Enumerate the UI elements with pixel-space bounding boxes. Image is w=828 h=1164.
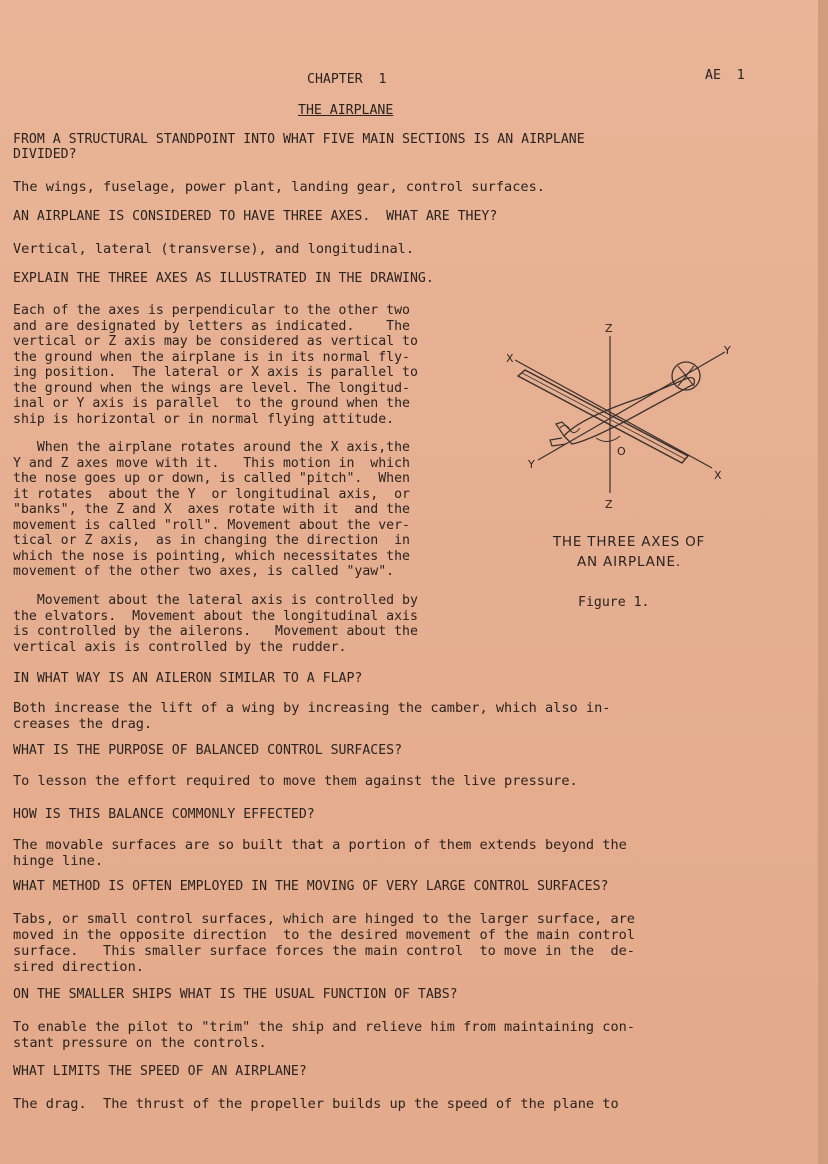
answer-4-line-1: Both increase the lift of a wing by increasing the camber, which also in- [13,700,611,716]
paragraph-line: and are designated by letters as indicated. The [13,318,410,334]
paragraph-line: Each of the axes is perpendicular to the other two [13,303,410,318]
paragraph-line: tical or Z axis, as in changing the direction in [13,533,410,548]
question-8: ON THE SMALLER SHIPS WHAT IS THE USUAL FUNCTION OF TABS? [13,987,458,1002]
answer-6-line-1: The movable surfaces are so built that a portion of them extends beyond the [13,837,627,853]
question-4: IN WHAT WAY IS AN AILERON SIMILAR TO A FLAP? [13,671,363,686]
paragraph-line: inal or Y axis is parallel to the ground when the [13,396,410,411]
y-axis-left-label: Y [528,458,535,471]
question-2: AN AIRPLANE IS CONSIDERED TO HAVE THREE AXES. WHAT ARE THEY? [13,209,498,224]
x-axis-right-label: X [714,469,722,482]
answer-7-line-1: Tabs, or small control surfaces, which are hinged to the larger surface, are [13,911,635,927]
paragraph-line: "banks", the Z and X axes rotate with it and the [13,502,410,517]
figure-caption-line-1: THE THREE AXES OF [552,534,706,550]
x-axis-left-label: X [506,352,514,365]
page-code: AE 1 [705,68,745,83]
question-7: WHAT METHOD IS OFTEN EMPLOYED IN THE MOVING OF VERY LARGE CONTROL SURFACES? [13,879,609,894]
figure-caption-line-2: AN AIRPLANE. [577,554,681,570]
z-axis-bottom-label: Z [605,498,613,511]
paragraph-line: ship is horizontal or in normal flying attitude. [13,411,395,427]
paragraph-line: Y and Z axes move with it. This motion in which [13,455,410,471]
paragraph-line: Movement about the lateral axis is controlled by [13,593,418,608]
answer-9: The drag. The thrust of the propeller builds up the speed of the plane to [13,1096,619,1112]
paragraph-line: the ground when the wings are level. The longitud- [13,380,410,396]
page-title: THE AIRPLANE [298,103,394,118]
answer-2: Vertical, lateral (transverse), and longitudinal. [13,241,415,257]
answer-8-line-2: stant pressure on the controls. [13,1035,267,1051]
three-axes-diagram [500,318,750,518]
answer-8-line-1: To enable the pilot to "trim" the ship and relieve him from maintaining con- [13,1019,635,1035]
page-edge-shadow [818,0,828,1164]
paragraph-line: movement of the other two axes, is called "yaw". [13,564,395,579]
paragraph-line: is controlled by the ailerons. Movement about the [13,624,418,639]
question-3: EXPLAIN THE THREE AXES AS ILLUSTRATED IN THE DRAWING. [13,271,434,286]
paragraph-line: When the airplane rotates around the X axis,the [13,440,410,455]
paragraph-line: vertical axis is controlled by the rudder. [13,639,347,655]
paragraph-line: the nose goes up or down, is called "pitch". When [13,471,410,486]
chapter-heading: CHAPTER 1 [307,72,387,87]
answer-7-line-4: sired direction. [13,959,144,975]
paragraph-line: the elvators. Movement about the longitudinal axis [13,608,418,624]
answer-6-line-2: hinge line. [13,853,104,869]
paragraph-line: which the nose is pointing, which necessitates the [13,548,410,564]
question-6: HOW IS THIS BALANCE COMMONLY EFFECTED? [13,807,315,822]
answer-4-line-2: creases the drag. [13,716,153,732]
paragraph-line: vertical or Z axis may be considered as vertical to [13,334,418,349]
answer-5: To lesson the effort required to move them against the live pressure. [13,773,578,789]
question-1-line-1: FROM A STRUCTURAL STANDPOINT INTO WHAT FIVE MAIN SECTIONS IS AN AIRPLANE [13,132,585,147]
answer-1: The wings, fuselage, power plant, landing gear, control surfaces. [13,179,545,195]
answer-7-line-3: surface. This smaller surface forces the main control to move in the de- [13,943,635,959]
paragraph-line: the ground when the airplane is in its normal fly- [13,349,410,365]
answer-7-line-2: moved in the opposite direction to the desired movement of the main control [13,927,635,943]
paragraph-line: it rotates about the Y or longitudinal axis, or [13,486,410,502]
z-axis-top-label: Z [605,322,613,335]
paragraph-line: movement is called "roll". Movement about the ver- [13,517,410,533]
question-9: WHAT LIMITS THE SPEED OF AN AIRPLANE? [13,1064,307,1079]
origin-label: O [617,445,626,458]
figure-label: Figure 1. [578,595,650,610]
question-5: WHAT IS THE PURPOSE OF BALANCED CONTROL SURFACES? [13,743,403,758]
paragraph-line: ing position. The lateral or X axis is parallel to [13,365,418,380]
question-1-line-2: DIVIDED? [13,147,77,162]
y-axis-right-label: Y [724,344,731,357]
